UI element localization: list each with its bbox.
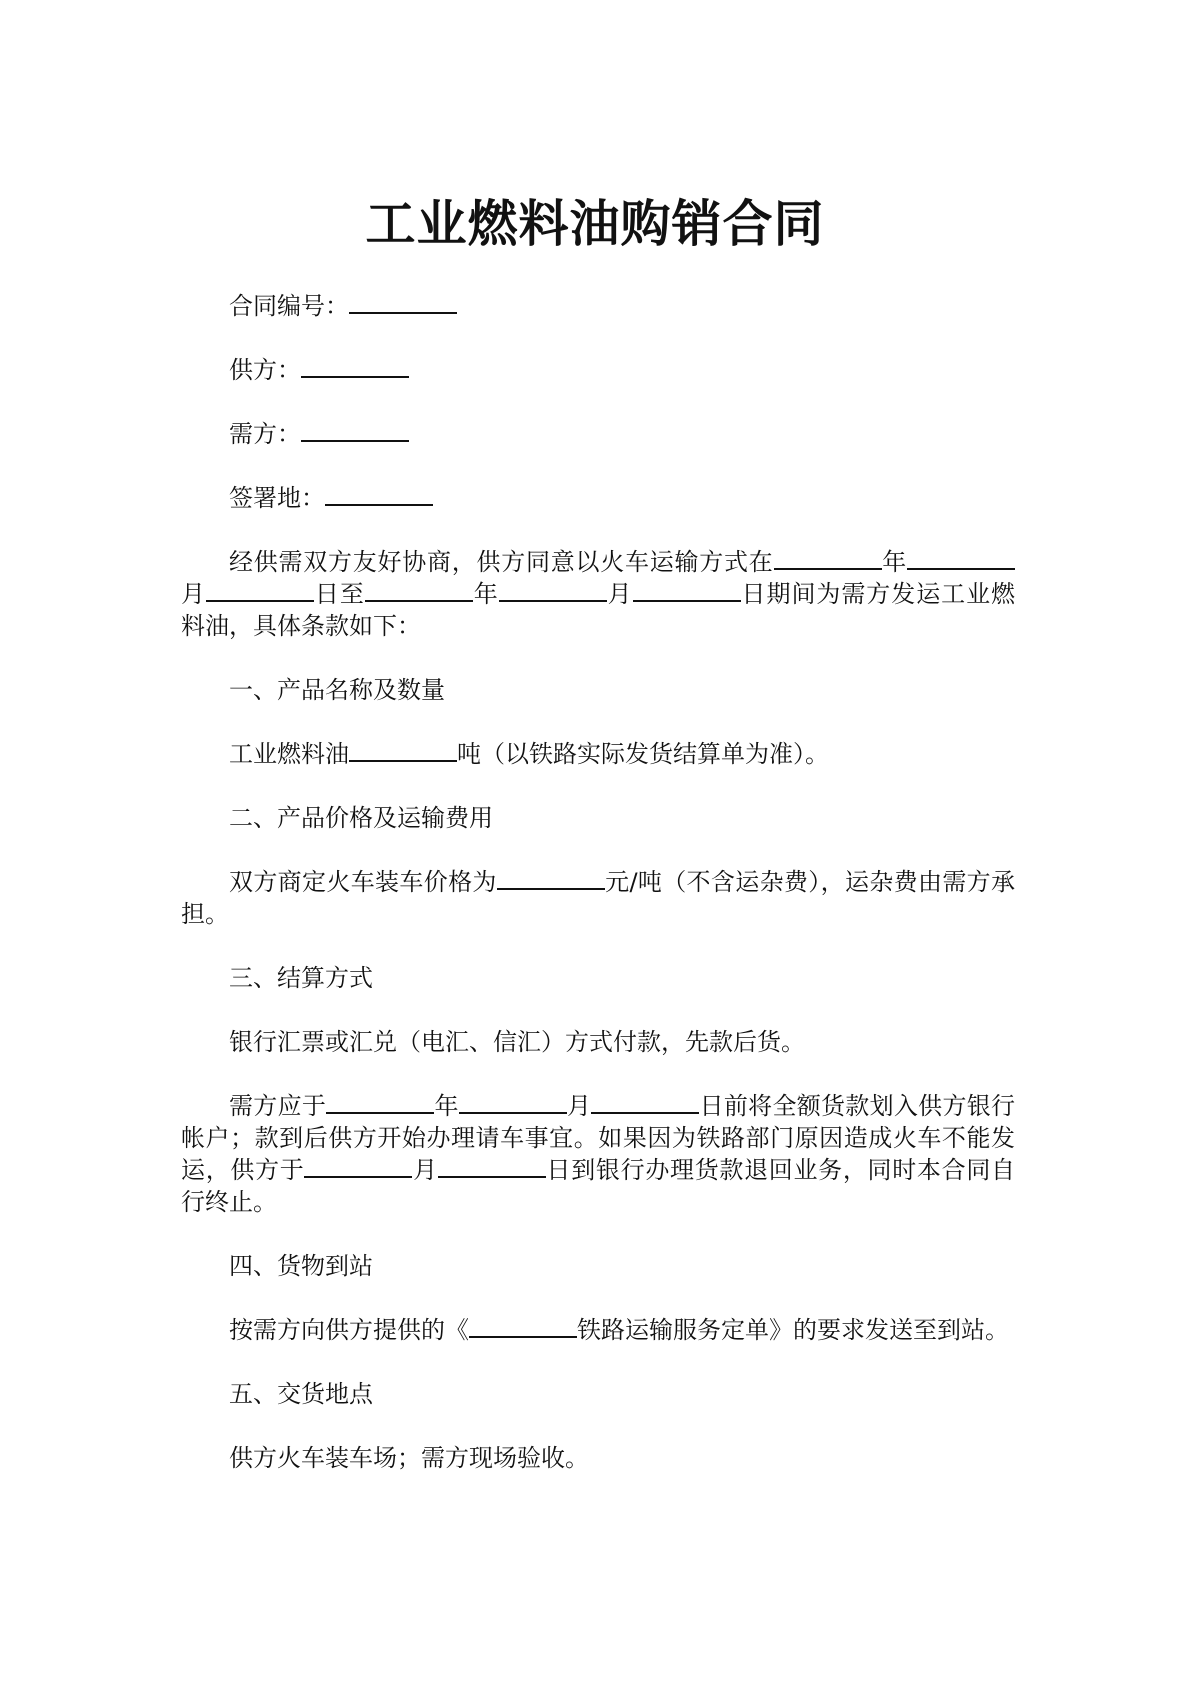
intro-text: 日至 bbox=[313, 580, 365, 608]
supplier-line bbox=[181, 354, 1015, 386]
supplier-blank bbox=[301, 354, 409, 378]
signing-place-blank bbox=[325, 482, 433, 506]
contract-number-blank bbox=[349, 290, 457, 314]
intro-paragraph bbox=[181, 546, 1015, 642]
payment-method-paragraph: 银行汇票或汇兑（电汇、信汇）方式付款，先款后货。 bbox=[229, 1028, 805, 1056]
section-text: 元/吨（不含运杂费），运杂费由需方承担。 bbox=[181, 868, 1015, 928]
section-text: 月 bbox=[566, 1092, 592, 1120]
document-body bbox=[181, 290, 1015, 1506]
section-text: 铁路运输服务定单》的要求发送至到站。 bbox=[577, 1316, 1009, 1344]
intro-text: 年 bbox=[472, 580, 499, 608]
signing-place-label: 签署地： bbox=[229, 484, 325, 512]
start-day-blank bbox=[206, 578, 314, 602]
section-heading: 四、货物到站 bbox=[229, 1252, 373, 1280]
section-heading: 三、结算方式 bbox=[229, 964, 373, 992]
quantity-blank bbox=[349, 738, 457, 762]
start-year-blank bbox=[774, 546, 882, 570]
intro-text: 月 bbox=[181, 580, 206, 608]
section-text: 日前将全额货款划入供方银行帐户；款到后供方开始办理请车事宜。如果因为铁路部门原因造成火车不能发运，供方于 bbox=[181, 1092, 1016, 1184]
section-heading: 一、产品名称及数量 bbox=[229, 676, 445, 704]
end-day-blank bbox=[633, 578, 741, 602]
intro-text: 年 bbox=[881, 548, 907, 576]
section-heading: 二、产品价格及运输费用 bbox=[229, 804, 493, 832]
supplier-label: 供方： bbox=[229, 356, 301, 384]
buyer-line bbox=[181, 418, 1015, 450]
railway-blank bbox=[469, 1314, 577, 1338]
intro-text: 经供需双方友好协商，供方同意以火车运输方式在 bbox=[229, 548, 774, 576]
buyer-blank bbox=[301, 418, 409, 442]
payment-month-blank bbox=[459, 1090, 567, 1114]
end-month-blank bbox=[499, 578, 607, 602]
destination-paragraph bbox=[181, 1314, 1015, 1346]
section-text: 工业燃料油 bbox=[229, 740, 349, 768]
section-text: 日到银行办理货款退回业务，同时本合同自行终止。 bbox=[181, 1156, 1016, 1216]
section-text: 按需方向供方提供的《 bbox=[229, 1316, 469, 1344]
price-paragraph bbox=[181, 866, 1015, 930]
section-text: 双方商定火车装车价格为 bbox=[229, 868, 497, 896]
document-title: 工业燃料油购销合同 bbox=[365, 195, 825, 253]
section-text: 吨（以铁路实际发货结算单为准）。 bbox=[457, 740, 829, 768]
refund-day-blank bbox=[438, 1154, 546, 1178]
intro-text: 日期间为需方发运工业燃料油，具体条款如下： bbox=[181, 580, 1016, 640]
signing-place-line bbox=[181, 482, 1015, 514]
intro-text: 月 bbox=[606, 580, 633, 608]
payment-deadline-paragraph bbox=[181, 1090, 1015, 1218]
price-blank bbox=[497, 866, 605, 890]
refund-month-blank bbox=[304, 1154, 412, 1178]
section-text: 年 bbox=[434, 1092, 459, 1120]
start-month-blank bbox=[907, 546, 1015, 570]
payment-year-blank bbox=[326, 1090, 434, 1114]
contract-number-line bbox=[181, 290, 1015, 322]
end-year-blank bbox=[365, 578, 473, 602]
delivery-place-paragraph: 供方火车装车场；需方现场验收。 bbox=[229, 1444, 589, 1472]
payment-day-blank bbox=[591, 1090, 699, 1114]
contract-number-label: 合同编号： bbox=[229, 292, 349, 320]
section-text: 月 bbox=[412, 1156, 438, 1184]
section-text: 需方应于 bbox=[229, 1092, 327, 1120]
buyer-label: 需方： bbox=[229, 420, 301, 448]
quantity-paragraph bbox=[181, 738, 1015, 770]
section-heading: 五、交货地点 bbox=[229, 1380, 373, 1408]
